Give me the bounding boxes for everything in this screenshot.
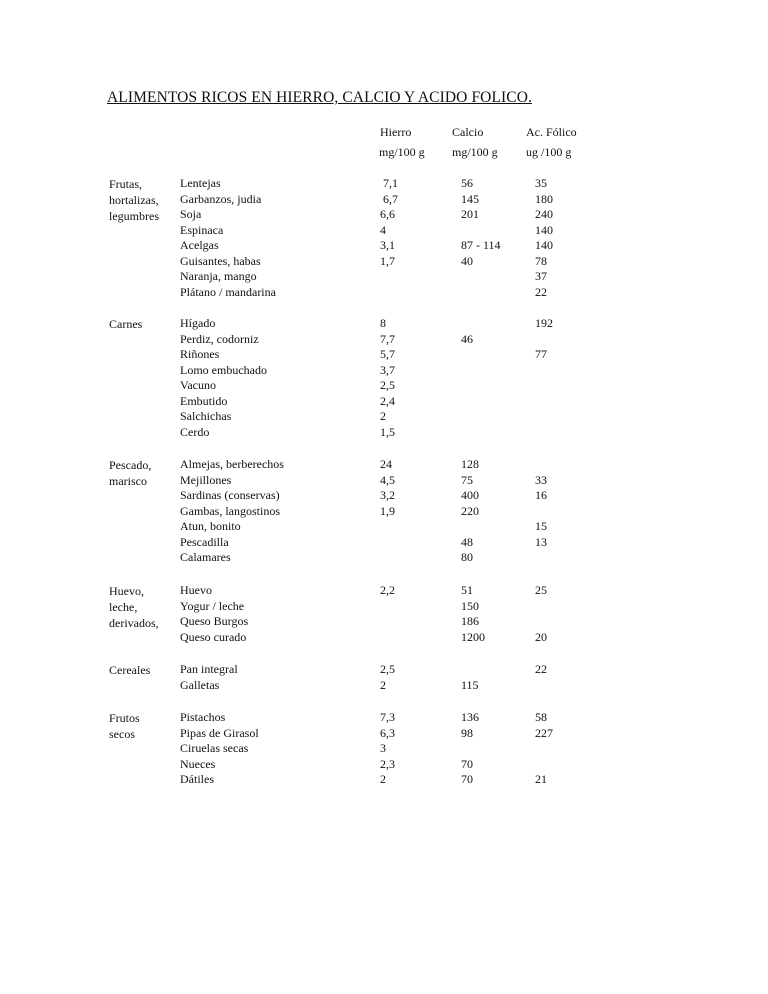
calcio-cell: 400 xyxy=(461,488,479,502)
calcio-cell: 70 xyxy=(461,756,473,771)
folico-cell: 21 xyxy=(535,772,547,786)
hierro-cell: 8 xyxy=(380,316,386,330)
hierro-cell: 1,7 xyxy=(380,253,395,268)
calcio-cell: 87 - 114 xyxy=(461,238,501,252)
folico-cell: 192 xyxy=(535,316,553,330)
calcio-cell: 145 xyxy=(461,191,479,206)
calcio-cell: 150 xyxy=(461,598,479,613)
food-cell: Garbanzos, judia xyxy=(180,191,262,206)
calcio-cell: 70 xyxy=(461,772,473,786)
food-cell: Calamares xyxy=(180,550,231,564)
food-cell: Salchichas xyxy=(180,409,232,423)
category-label: Pescado, marisco xyxy=(109,458,152,488)
header-calcio: Calcio xyxy=(452,125,484,139)
category-label: Frutas, hortalizas, legumbres xyxy=(109,177,159,223)
folico-cell: 33 xyxy=(535,472,547,487)
folico-cell: 58 xyxy=(535,710,547,724)
food-cell: Hígado xyxy=(180,316,216,330)
hierro-cell: 6,3 xyxy=(380,725,395,740)
food-cell: Ciruelas secas xyxy=(180,741,249,755)
folico-cell: 240 xyxy=(535,207,553,221)
calcio-cell: 1200 xyxy=(461,629,485,644)
food-cell: Naranja, mango xyxy=(180,269,257,283)
folico-cell: 22 xyxy=(535,284,547,299)
calcio-cell: 80 xyxy=(461,550,473,564)
hierro-cell: 3,1 xyxy=(380,238,395,252)
hierro-cell: 2,3 xyxy=(380,756,395,771)
calcio-cell: 201 xyxy=(461,207,479,221)
food-cell: Lomo embuchado xyxy=(180,362,267,377)
food-cell: Almejas, berberechos xyxy=(180,457,284,471)
folico-cell: 15 xyxy=(535,519,547,533)
hierro-cell: 3,2 xyxy=(380,488,395,502)
food-cell: Soja xyxy=(180,207,202,221)
folico-cell: 140 xyxy=(535,238,553,252)
header-calcio-unit: mg/100 g xyxy=(452,145,498,159)
folico-cell: 25 xyxy=(535,583,547,597)
calcio-cell: 128 xyxy=(461,457,479,471)
calcio-cell: 48 xyxy=(461,534,473,549)
folico-cell: 78 xyxy=(535,253,547,268)
folico-cell: 22 xyxy=(535,662,547,676)
food-cell: Embutido xyxy=(180,393,228,408)
food-cell: Queso Burgos xyxy=(180,614,249,628)
hierro-cell: 4 xyxy=(380,222,386,237)
hierro-cell: 1,5 xyxy=(380,424,395,439)
calcio-cell: 56 xyxy=(461,176,473,190)
hierro-cell: 2,2 xyxy=(380,583,395,597)
hierro-cell: 2 xyxy=(380,409,386,423)
folico-cell: 13 xyxy=(535,534,547,549)
hierro-cell: 2,4 xyxy=(380,393,395,408)
food-cell: Pistachos xyxy=(180,710,226,724)
folico-cell: 140 xyxy=(535,222,553,237)
hierro-cell: 6,7 xyxy=(380,191,398,206)
food-cell: Pan integral xyxy=(180,662,238,676)
food-cell: Dátiles xyxy=(180,772,214,786)
hierro-cell: 4,5 xyxy=(380,472,395,487)
header-folico: Ac. Fólico xyxy=(526,125,577,139)
calcio-cell: 115 xyxy=(461,677,479,692)
hierro-cell: 24 xyxy=(380,457,392,471)
folico-cell: 227 xyxy=(535,725,553,740)
page-title: ALIMENTOS RICOS EN HIERRO, CALCIO Y ACIDO FOLICO. xyxy=(107,89,532,106)
food-cell: Vacuno xyxy=(180,378,216,392)
folico-cell: 77 xyxy=(535,347,547,361)
category-label: Cereales xyxy=(109,663,151,677)
folico-cell: 180 xyxy=(535,191,553,206)
food-cell: Yogur / leche xyxy=(180,598,245,613)
food-cell: Plátano / mandarina xyxy=(180,284,276,299)
food-cell: Mejillones xyxy=(180,472,232,487)
hierro-cell: 3 xyxy=(380,741,386,755)
header-folico-unit: ug /100 g xyxy=(526,145,572,159)
food-cell: Galletas xyxy=(180,677,220,692)
folico-cell: 37 xyxy=(535,269,547,283)
calcio-cell: 136 xyxy=(461,710,479,724)
category-label: Carnes xyxy=(109,317,143,331)
food-cell: Pescadilla xyxy=(180,534,229,549)
food-cell: Nueces xyxy=(180,756,216,771)
calcio-cell: 51 xyxy=(461,583,473,597)
food-cell: Lentejas xyxy=(180,176,221,190)
hierro-cell: 2,5 xyxy=(380,378,395,392)
calcio-cell: 40 xyxy=(461,253,473,268)
food-cell: Sardinas (conservas) xyxy=(180,488,280,502)
hierro-cell: 7,3 xyxy=(380,710,395,724)
calcio-cell: 98 xyxy=(461,725,473,740)
hierro-cell: 5,7 xyxy=(380,347,395,361)
food-cell: Queso curado xyxy=(180,629,247,644)
hierro-cell: 7,7 xyxy=(380,331,395,346)
food-cell: Guisantes, habas xyxy=(180,253,261,268)
category-label: Huevo, leche, derivados, xyxy=(109,584,159,630)
hierro-cell: 1,9 xyxy=(380,503,395,518)
calcio-cell: 186 xyxy=(461,614,479,628)
food-cell: Huevo xyxy=(180,583,212,597)
folico-cell: 20 xyxy=(535,629,547,644)
food-cell: Cerdo xyxy=(180,424,210,439)
calcio-cell: 46 xyxy=(461,331,473,346)
food-cell: Perdiz, codorniz xyxy=(180,331,259,346)
folico-cell: 16 xyxy=(535,488,547,502)
food-cell: Acelgas xyxy=(180,238,219,252)
hierro-cell: 3,7 xyxy=(380,362,395,377)
food-cell: Riñones xyxy=(180,347,220,361)
folico-cell: 35 xyxy=(535,176,547,190)
hierro-cell: 2 xyxy=(380,772,386,786)
header-hierro: Hierro xyxy=(380,125,412,139)
hierro-cell: 2 xyxy=(380,677,386,692)
food-cell: Atun, bonito xyxy=(180,519,241,533)
hierro-cell: 7,1 xyxy=(380,176,398,190)
food-cell: Pipas de Girasol xyxy=(180,725,259,740)
food-cell: Gambas, langostinos xyxy=(180,503,280,518)
category-label: Frutos secos xyxy=(109,711,140,741)
header-hierro-unit: mg/100 g xyxy=(379,145,425,159)
food-cell: Espinaca xyxy=(180,222,224,237)
calcio-cell: 220 xyxy=(461,503,479,518)
hierro-cell: 2,5 xyxy=(380,662,395,676)
calcio-cell: 75 xyxy=(461,472,473,487)
hierro-cell: 6,6 xyxy=(380,207,395,221)
